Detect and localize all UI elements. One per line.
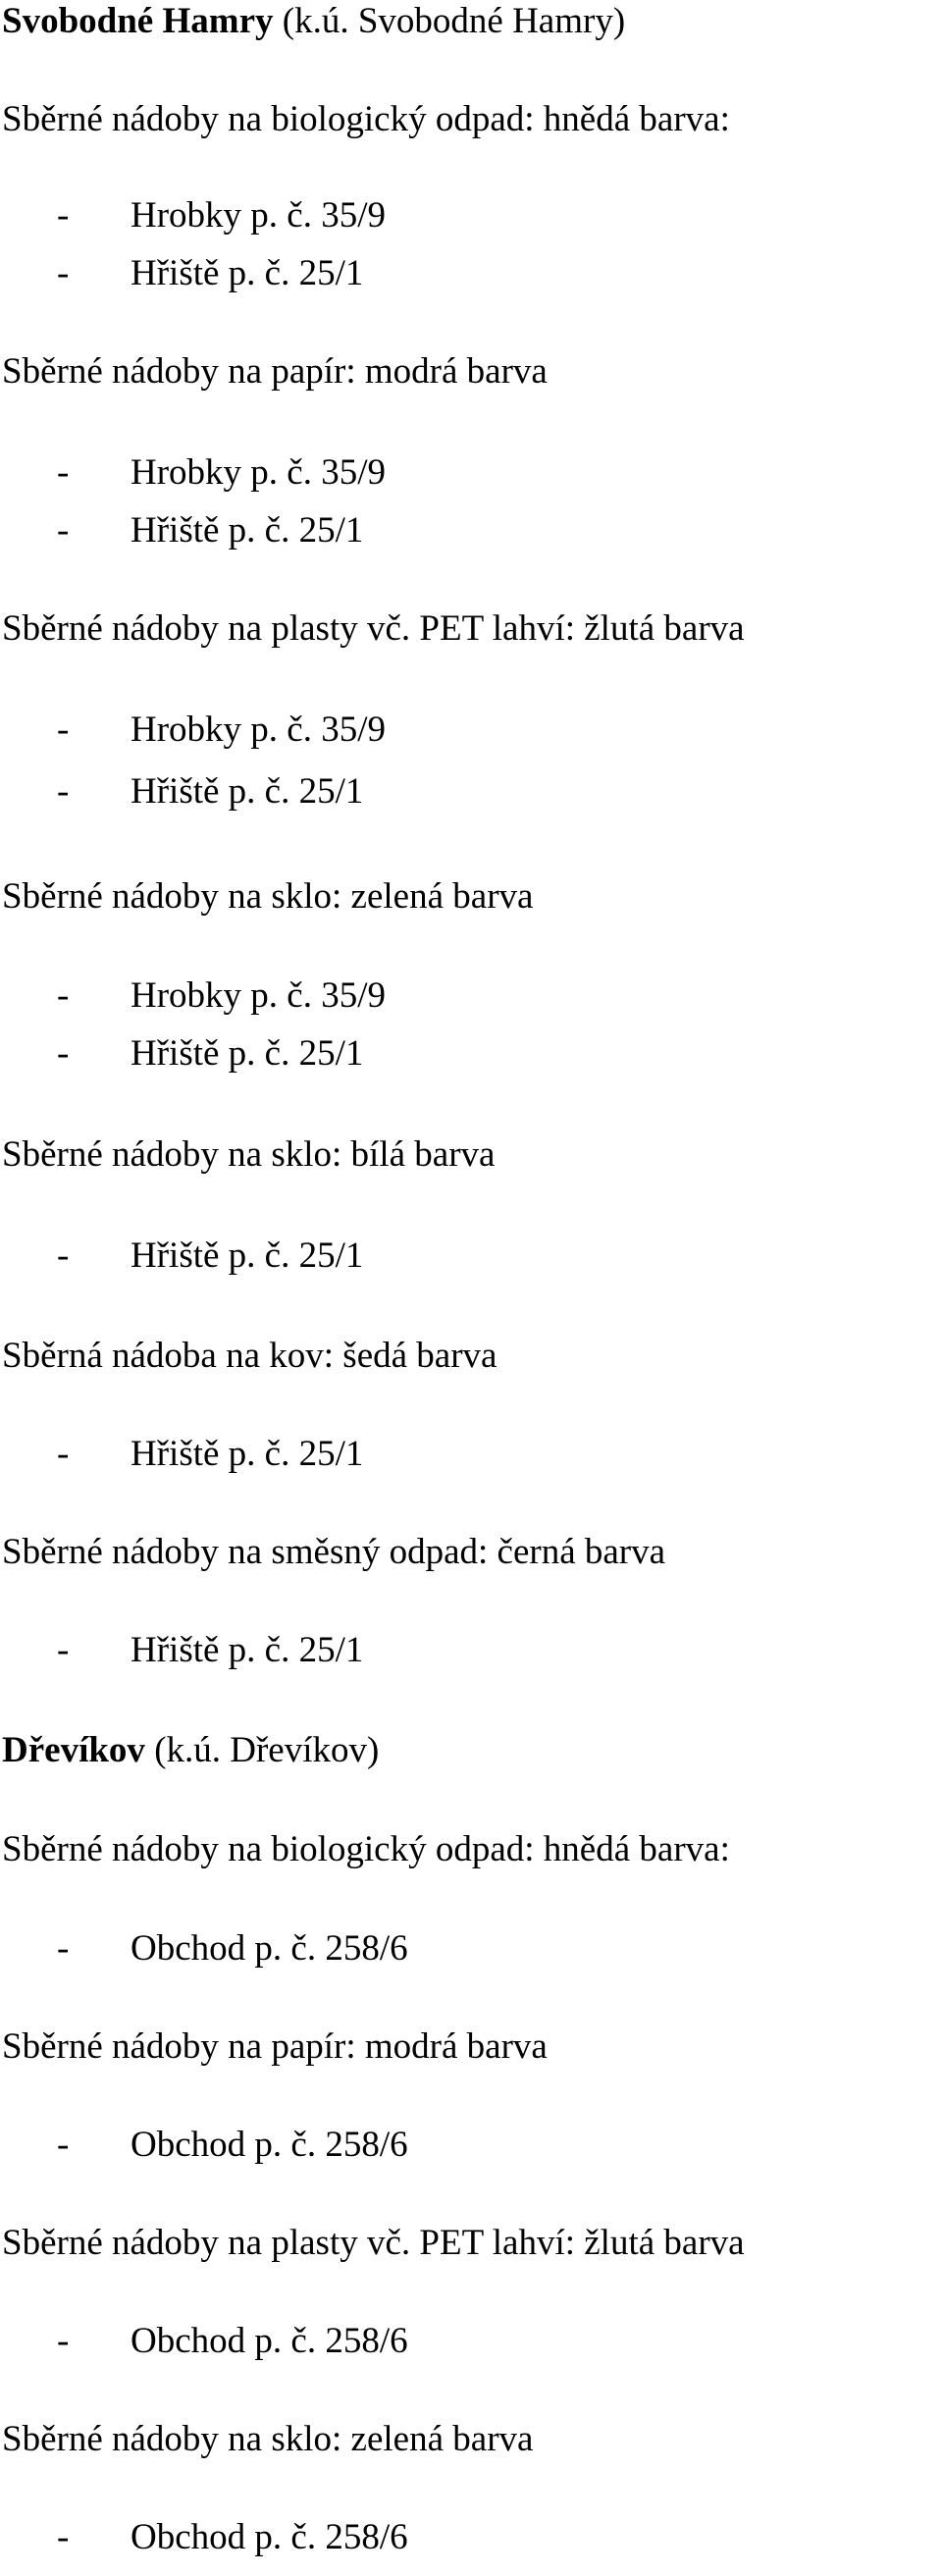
dash-bullet: - bbox=[57, 1033, 70, 1074]
dash-bullet: - bbox=[57, 2321, 70, 2361]
group-heading: Sběrné nádoby na sklo: zelená barva bbox=[2, 876, 534, 917]
list-item bbox=[57, 2320, 408, 2363]
dash-bullet: - bbox=[57, 1630, 70, 1670]
list-item bbox=[57, 451, 386, 495]
section-title bbox=[2, 1729, 379, 1772]
group-heading: Sběrné nádoby na sklo: bílá barva bbox=[2, 1134, 496, 1175]
dash-bullet: - bbox=[57, 253, 70, 293]
dash-bullet: - bbox=[57, 452, 70, 493]
group-heading: Sběrné nádoby na biologický odpad: hnědá barva: bbox=[2, 1829, 730, 1869]
list-item-text: Obchod p. č. 258/6 bbox=[131, 2517, 408, 2557]
list-item-text: Hrobky p. č. 35/9 bbox=[131, 710, 386, 750]
dash-bullet: - bbox=[57, 2125, 70, 2165]
list-item-text: Hřiště p. č. 25/1 bbox=[131, 253, 364, 293]
dash-bullet: - bbox=[57, 2517, 70, 2557]
list-item-text: Obchod p. č. 258/6 bbox=[131, 1928, 408, 1969]
section-cadastral: (k.ú. Dřevíkov) bbox=[144, 1730, 380, 1770]
list-item bbox=[57, 770, 364, 814]
list-item bbox=[57, 509, 364, 552]
list-item bbox=[57, 2516, 408, 2559]
list-item bbox=[57, 1235, 364, 1278]
section-name: Dřevíkov bbox=[2, 1730, 145, 1770]
list-item-text: Hrobky p. č. 35/9 bbox=[131, 452, 386, 493]
group-heading: Sběrné nádoby na plasty vč. PET lahví: žlutá barva bbox=[2, 608, 745, 649]
group-heading: Sběrné nádoby na směsný odpad: černá barva bbox=[2, 1532, 666, 1572]
list-item bbox=[57, 1433, 364, 1476]
group-heading: Sběrné nádoby na sklo: zelená barva bbox=[2, 2419, 534, 2459]
dash-bullet: - bbox=[57, 1434, 70, 1474]
list-item-text: Hrobky p. č. 35/9 bbox=[131, 195, 386, 236]
list-item bbox=[57, 709, 386, 752]
list-item bbox=[57, 1927, 408, 1971]
section-cadastral: (k.ú. Svobodné Hamry) bbox=[273, 1, 626, 41]
dash-bullet: - bbox=[57, 510, 70, 551]
list-item bbox=[57, 974, 386, 1018]
dash-bullet: - bbox=[57, 1235, 70, 1276]
list-item-text: Hrobky p. č. 35/9 bbox=[131, 975, 386, 1016]
list-item bbox=[57, 1032, 364, 1076]
list-item bbox=[57, 1629, 364, 1672]
list-item-text: Obchod p. č. 258/6 bbox=[131, 2125, 408, 2165]
list-item bbox=[57, 194, 386, 237]
group-heading: Sběrná nádoba na kov: šedá barva bbox=[2, 1336, 497, 1376]
group-heading: Sběrné nádoby na biologický odpad: hnědá barva: bbox=[2, 99, 730, 139]
list-item-text: Hřiště p. č. 25/1 bbox=[131, 1630, 364, 1670]
list-item-text: Hřiště p. č. 25/1 bbox=[131, 1235, 364, 1276]
list-item-text: Hřiště p. č. 25/1 bbox=[131, 510, 364, 551]
group-heading: Sběrné nádoby na papír: modrá barva bbox=[2, 351, 548, 392]
list-item-text: Hřiště p. č. 25/1 bbox=[131, 1033, 364, 1074]
group-heading: Sběrné nádoby na papír: modrá barva bbox=[2, 2026, 548, 2067]
dash-bullet: - bbox=[57, 710, 70, 750]
dash-bullet: - bbox=[57, 1928, 70, 1969]
list-item bbox=[57, 252, 364, 295]
section-title bbox=[2, 0, 625, 43]
list-item-text: Obchod p. č. 258/6 bbox=[131, 2321, 408, 2361]
list-item-text: Hřiště p. č. 25/1 bbox=[131, 1434, 364, 1474]
list-item-text: Hřiště p. č. 25/1 bbox=[131, 771, 364, 812]
dash-bullet: - bbox=[57, 771, 70, 812]
section-name: Svobodné Hamry bbox=[2, 1, 274, 41]
dash-bullet: - bbox=[57, 975, 70, 1016]
list-item bbox=[57, 2124, 408, 2167]
group-heading: Sběrné nádoby na plasty vč. PET lahví: žlutá barva bbox=[2, 2223, 745, 2263]
dash-bullet: - bbox=[57, 195, 70, 236]
